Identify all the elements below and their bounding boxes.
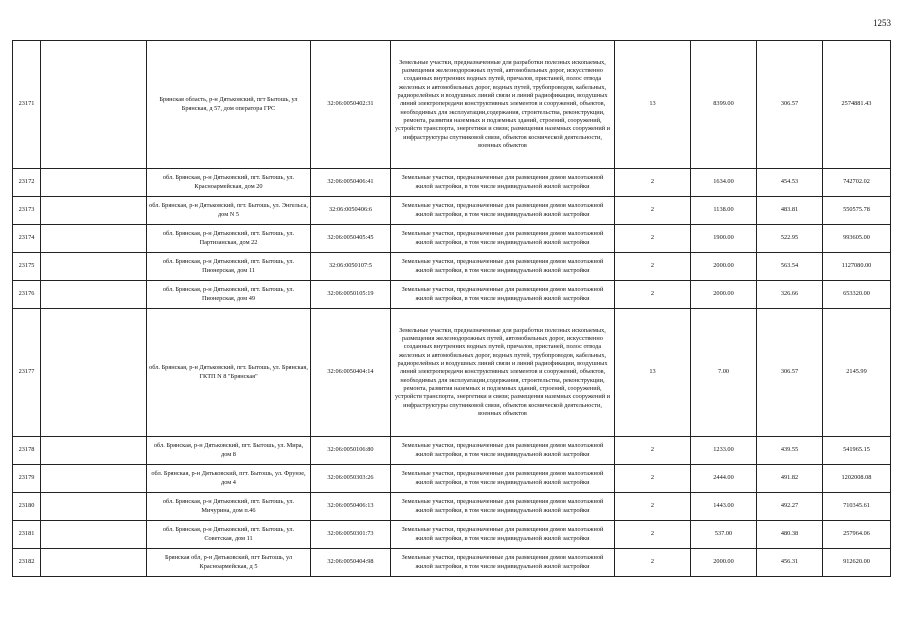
cadastral-number-cell: 32:06:0050404:14 [311,309,391,437]
table-row [13,281,891,309]
register-body [13,41,891,577]
use-group-cell: 2 [615,437,691,465]
table-row [13,169,891,197]
land-register-table [12,40,891,577]
blank-cell [41,225,147,253]
specific-value-cell: 522.95 [757,225,823,253]
address-cell: Брянская обл, р-н Дятьковский, пгт Бытошь, ул Красноармейская, д 5 [147,549,311,577]
cadastral-value-cell: 912620.00 [823,549,891,577]
use-group-cell: 13 [615,309,691,437]
blank-cell [41,521,147,549]
land-use-cell: Земельные участки, предназначенные для размещения домов малоэтажной жилой застройки, в том числе индивидуальной жилой застройки [391,465,615,493]
table-row [13,197,891,225]
use-group-cell: 2 [615,549,691,577]
table-row [13,549,891,577]
page-number: 1253 [873,18,891,28]
use-group-cell: 2 [615,521,691,549]
table-row [13,41,891,169]
row-number-cell: 23173 [13,197,41,225]
cadastral-number-cell: 32:06:0050405:45 [311,225,391,253]
blank-cell [41,465,147,493]
use-group-cell: 2 [615,169,691,197]
cadastral-value-cell: 742702.02 [823,169,891,197]
cadastral-number-cell: 32:06:0050404:98 [311,549,391,577]
row-number-cell: 23175 [13,253,41,281]
use-group-cell: 2 [615,225,691,253]
blank-cell [41,41,147,169]
address-cell: обл. Брянская, р-н Дятьковский, пгт. Бытошь, ул. Брянская, ГКТП N 8 "Брянская" [147,309,311,437]
area-cell: 2444.00 [691,465,757,493]
land-use-cell: Земельные участки, предназначенные для разработки полезных ископаемых, размещения железнодорожных путей, автомобильных дорог, искусственно созданных внутренних водных путей, причалов, пристаней, полос отвода железных и автомобильных дорог, водных путей, трубопроводов, кабельных, радиорелейных и воздушных линий связи и линий радиофикации, воздушных линий электропередачи конструктивных элементов и сооружений, объектов, необходимых для эксплуатации,содержания, строительства, реконструкции, ремонта, развития наземных и подземных зданий, строений, сооружений, устройств транспорта, энергетики и связи; размещения наземных сооружений и инфраструктуры спутниковой связи, объектов космической деятельности, военных объектов [391,41,615,169]
area-cell: 1138.00 [691,197,757,225]
use-group-cell: 2 [615,465,691,493]
land-use-cell: Земельные участки, предназначенные для разработки полезных ископаемых, размещения железнодорожных путей, автомобильных дорог, искусственно созданных внутренних водных путей, причалов, пристаней, полос отвода железных и автомобильных дорог, водных путей, трубопроводов, кабельных, радиорелейных и воздушных линий связи и линий радиофикации, воздушных линий электропередачи конструктивных элементов и сооружений, объектов, необходимых для эксплуатации,содержания, строительства, реконструкции, ремонта, развития наземных и подземных зданий, строений, сооружений, устройств транспорта, энергетики и связи; размещения наземных сооружений и инфраструктуры спутниковой связи, объектов космической деятельности, военных объектов [391,309,615,437]
area-cell: 7.00 [691,309,757,437]
row-number-cell: 23179 [13,465,41,493]
cadastral-number-cell: 32:06:0050303:26 [311,465,391,493]
land-use-cell: Земельные участки, предназначенные для размещения домов малоэтажной жилой застройки, в том числе индивидуальной жилой застройки [391,281,615,309]
specific-value-cell: 483.81 [757,197,823,225]
land-use-cell: Земельные участки, предназначенные для размещения домов малоэтажной жилой застройки, в том числе индивидуальной жилой застройки [391,493,615,521]
blank-cell [41,253,147,281]
row-number-cell: 23181 [13,521,41,549]
specific-value-cell: 563.54 [757,253,823,281]
blank-cell [41,437,147,465]
land-use-cell: Земельные участки, предназначенные для размещения домов малоэтажной жилой застройки, в том числе индивидуальной жилой застройки [391,549,615,577]
row-number-cell: 23176 [13,281,41,309]
use-group-cell: 2 [615,253,691,281]
blank-cell [41,549,147,577]
row-number-cell: 23178 [13,437,41,465]
area-cell: 2000.00 [691,253,757,281]
cadastral-value-cell: 550575.78 [823,197,891,225]
area-cell: 8399.00 [691,41,757,169]
cadastral-number-cell: 32:06:0050402:31 [311,41,391,169]
table-row [13,253,891,281]
cadastral-value-cell: 653320.00 [823,281,891,309]
specific-value-cell: 492.27 [757,493,823,521]
land-use-cell: Земельные участки, предназначенные для размещения домов малоэтажной жилой застройки, в том числе индивидуальной жилой застройки [391,437,615,465]
specific-value-cell: 326.66 [757,281,823,309]
cadastral-number-cell: 32:06:0050406:13 [311,493,391,521]
area-cell: 2000.00 [691,549,757,577]
blank-cell [41,169,147,197]
blank-cell [41,493,147,521]
land-use-cell: Земельные участки, предназначенные для размещения домов малоэтажной жилой застройки, в том числе индивидуальной жилой застройки [391,225,615,253]
use-group-cell: 13 [615,41,691,169]
address-cell: обл. Брянская, р-н Дятьковский, пгт. Бытошь, ул. Мира, дом 8 [147,437,311,465]
specific-value-cell: 480.38 [757,521,823,549]
cadastral-number-cell: 32:06:0050106:80 [311,437,391,465]
specific-value-cell: 454.53 [757,169,823,197]
blank-cell [41,309,147,437]
cadastral-value-cell: 541965.15 [823,437,891,465]
table-row [13,493,891,521]
cadastral-value-cell: 1127080.00 [823,253,891,281]
cadastral-value-cell: 1202008.08 [823,465,891,493]
table-row [13,465,891,493]
specific-value-cell: 306.57 [757,309,823,437]
specific-value-cell: 491.82 [757,465,823,493]
row-number-cell: 23182 [13,549,41,577]
address-cell: Брянская область, р-н Дятьковский, пгт Бытошь, ул Брянская, д 57, дом оператора ГРС [147,41,311,169]
use-group-cell: 2 [615,493,691,521]
table-row [13,521,891,549]
cadastral-number-cell: 32:06:0050107:5 [311,253,391,281]
table-row [13,437,891,465]
land-use-cell: Земельные участки, предназначенные для размещения домов малоэтажной жилой застройки, в том числе индивидуальной жилой застройки [391,197,615,225]
area-cell: 1634.00 [691,169,757,197]
address-cell: обл. Брянская, р-н Дятьковский, пгт. Бытошь, ул. Фрунзе, дом 4 [147,465,311,493]
land-use-cell: Земельные участки, предназначенные для размещения домов малоэтажной жилой застройки, в том числе индивидуальной жилой застройки [391,521,615,549]
use-group-cell: 2 [615,197,691,225]
specific-value-cell: 306.57 [757,41,823,169]
row-number-cell: 23172 [13,169,41,197]
land-use-cell: Земельные участки, предназначенные для размещения домов малоэтажной жилой застройки, в том числе индивидуальной жилой застройки [391,253,615,281]
row-number-cell: 23180 [13,493,41,521]
table-row [13,225,891,253]
use-group-cell: 2 [615,281,691,309]
blank-cell [41,197,147,225]
cadastral-value-cell: 993605.00 [823,225,891,253]
row-number-cell: 23174 [13,225,41,253]
cadastral-value-cell: 2574881.43 [823,41,891,169]
address-cell: обл. Брянская, р-н Дятьковский, пгт. Бытошь, ул. Мичурина, дом п.46 [147,493,311,521]
area-cell: 2000.00 [691,281,757,309]
cadastral-number-cell: 32:06:0050301:73 [311,521,391,549]
cadastral-number-cell: 32:06:0050406:41 [311,169,391,197]
specific-value-cell: 456.31 [757,549,823,577]
cadastral-number-cell: 32:06:0050105:19 [311,281,391,309]
address-cell: обл. Брянская, р-н Дятьковский, пгт. Бытошь, ул. Энгельса, дом N 5 [147,197,311,225]
address-cell: обл. Брянская, р-н Дятьковский, пгт. Бытошь, ул. Советская, дом 11 [147,521,311,549]
area-cell: 1233.00 [691,437,757,465]
area-cell: 1443.00 [691,493,757,521]
address-cell: обл. Брянская, р-н Дятьковский, пгт. Бытошь, ул. Пионерская, дом 11 [147,253,311,281]
cadastral-value-cell: 710345.61 [823,493,891,521]
cadastral-value-cell: 257964.06 [823,521,891,549]
area-cell: 537.00 [691,521,757,549]
address-cell: обл. Брянская, р-н Дятьковский, пгт. Бытошь, ул. Красноармейская, дом 20 [147,169,311,197]
row-number-cell: 23177 [13,309,41,437]
cadastral-number-cell: 32:06:0050406:6 [311,197,391,225]
cadastral-value-cell: 2145.99 [823,309,891,437]
area-cell: 1900.00 [691,225,757,253]
table-row [13,309,891,437]
address-cell: обл. Брянская, р-н Дятьковский, пгт. Бытошь, ул. Пионерская, дом 49 [147,281,311,309]
address-cell: обл. Брянская, р-н Дятьковский, пгт. Бытошь, ул. Партизанская, дом 22 [147,225,311,253]
row-number-cell: 23171 [13,41,41,169]
land-use-cell: Земельные участки, предназначенные для размещения домов малоэтажной жилой застройки, в том числе индивидуальной жилой застройки [391,169,615,197]
specific-value-cell: 439.55 [757,437,823,465]
blank-cell [41,281,147,309]
